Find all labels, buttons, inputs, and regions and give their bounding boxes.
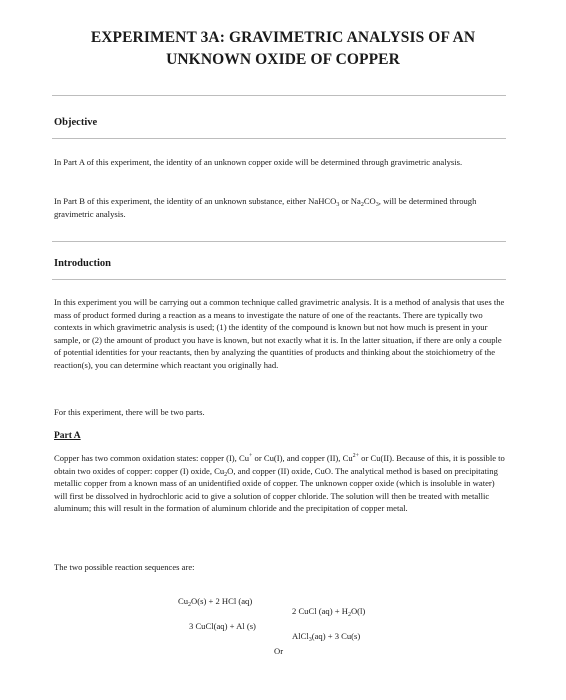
equation-2-products: AlCl$_3$(aq) + 3 Cu(s)	[292, 631, 361, 643]
introduction-heading: Introduction	[54, 258, 111, 269]
or-text: Or	[274, 646, 284, 656]
title-line-1: EXPERIMENT 3A: GRAVIMETRIC ANALYSIS OF AN	[90, 29, 476, 46]
equation-2-reactants: 3 CuCl(aq) + Al (s)	[189, 621, 256, 631]
title-line-2: UNKNOWN OXIDE OF COPPER	[166, 51, 400, 68]
page-title	[40, 27, 526, 71]
objective-paragraph-1: In Part A of this experiment, the identity of an unknown copper oxide will be determined through gravimetric analysis.	[54, 157, 463, 167]
divider	[52, 95, 506, 96]
introduction-paragraph-1: In this experiment you will be carrying out a common technique called gravimetric analysis. It is a method of analysis that uses the mass of product formed during a reaction as a means to investigate the nature of one of the reactants. There are typically two contexts in which gravimetric analysis is used; (1) the identity of the compound is known but not how much is present in your sample, or (2) the amount of product you have is known, but not exactly what it is. In the latter situation, if there are only a couple of potential identities for your reactants, then by analyzing the quantities of products and thinking about the stoichiometry of the reaction(s), you can determine which reactant you originally had.	[54, 297, 505, 370]
objective-heading: Objective	[54, 117, 98, 128]
introduction-paragraph-2: For this experiment, there will be two parts.	[54, 407, 205, 417]
part-a-heading: Part A	[54, 431, 81, 441]
equation-1-products: 2 CuCl $(aq) + H_2O(l)$	[292, 606, 366, 618]
reaction-intro: The two possible reaction sequences are:	[54, 562, 195, 572]
divider	[52, 241, 506, 242]
or-separator	[0, 636, 566, 666]
divider	[52, 138, 506, 139]
objective-paragraph-2: In Part B of this experiment, the identity of an unknown substance, either NaHCO$_3$ or $Na_2CO_3$, will be determined through gravimetric analysis.	[54, 196, 477, 219]
equation-1-reactants: $Cu_2O(s) + 2$ HCl (aq)	[178, 596, 253, 608]
divider	[52, 279, 506, 280]
part-a-paragraph: Copper has two common oxidation states: copper (I), Cu+ or Cu(I), and copper (II), $Cu^{2+}$ or Cu(II). Because of this, it is possible to obtain two oxides of copper: copper (I) oxide, $Cu_2O$, and copper (II) oxide, CuO. The analytical method is based on precipitating metallic copper from a known mass of an unidentified oxide of copper. The unknown copper oxide (which is insoluble in water) will first be dissolved in hydrochloric acid to give a solution of copper chloride. The solution will then be treated with metallic aluminum; this will result in the formation of aluminum chloride and the precipitation of copper metal.	[54, 453, 505, 514]
